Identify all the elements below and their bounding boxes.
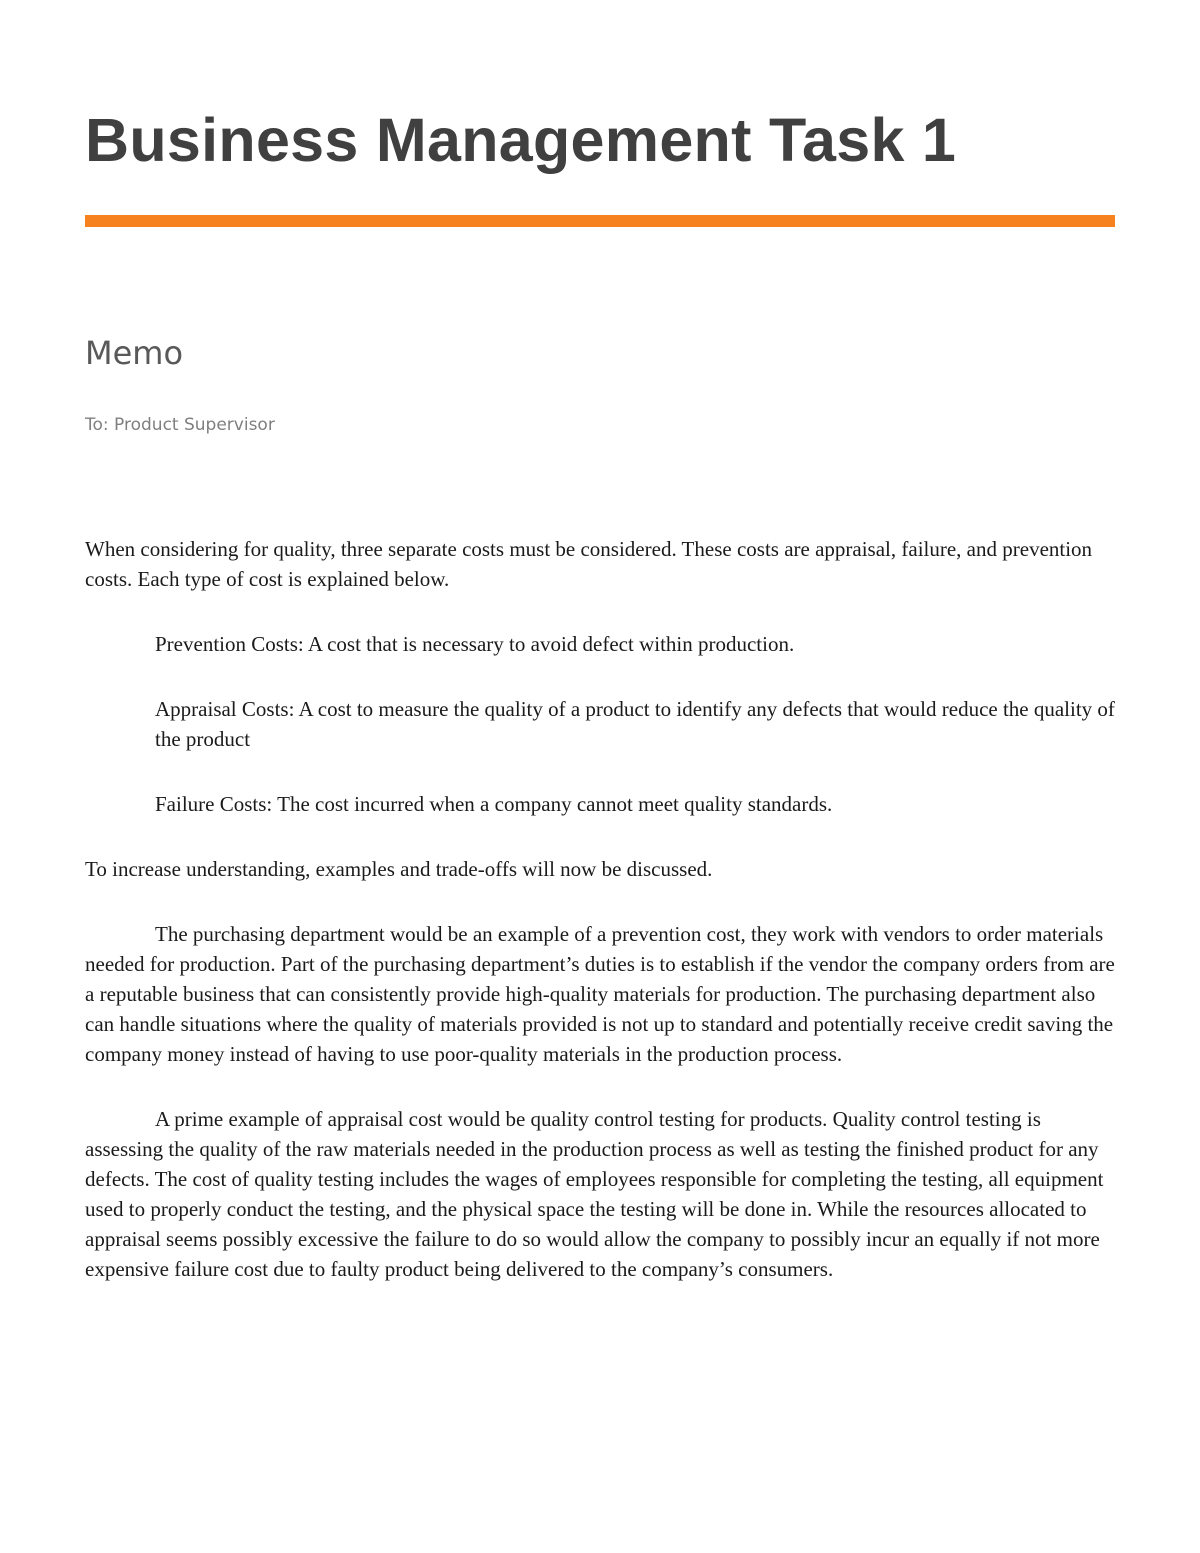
prevention-example-paragraph: The purchasing department would be an example of a prevention cost, they work with vendors to order materials needed for production. Part of the purchasing department’s duties is to establish if the vendor the company orders from are a reputable business that can consistently provide high-quality materials for production. The purchasing department also can handle situations where the quality of materials provided is not up to standard and potentially receive credit saving the company money instead of having to use poor-quality materials in the production process. <box>85 922 1115 1066</box>
appraisal-example-paragraph: A prime example of appraisal cost would be quality control testing for products. Quality control testing is assessing the quality of the raw materials needed in the production process as well as testing the finished product for any defects. The cost of quality testing includes the wages of employees responsible for completing the testing, all equipment used to properly conduct the testing, and the physical space the testing will be done in. While the resources allocated to appraisal seems possibly excessive the failure to do so would allow the company to possibly incur an equally if not more expensive failure cost due to faulty product being delivered to the company’s consumers. <box>85 1107 1104 1281</box>
intro-paragraph: When considering for quality, three separate costs must be considered. These costs are appraisal, failure, and prevention costs. Each type of cost is explained below. <box>85 537 1093 591</box>
document-title: Business Management Task 1 <box>85 106 957 174</box>
definition-failure: Failure Costs: The cost incurred when a company cannot meet quality standards. <box>155 792 833 816</box>
memo-body <box>85 534 1115 1319</box>
definition-appraisal: Appraisal Costs: A cost to measure the quality of a product to identify any defects that would reduce the quality of the product <box>155 697 1115 751</box>
memo-heading: Memo <box>85 334 184 372</box>
transition-paragraph: To increase understanding, examples and trade-offs will now be discussed. <box>85 857 713 881</box>
definition-prevention: Prevention Costs: A cost that is necessary to avoid defect within production. <box>155 632 795 656</box>
memo-recipient: To: Product Supervisor <box>85 415 275 435</box>
title-divider <box>85 215 1115 227</box>
